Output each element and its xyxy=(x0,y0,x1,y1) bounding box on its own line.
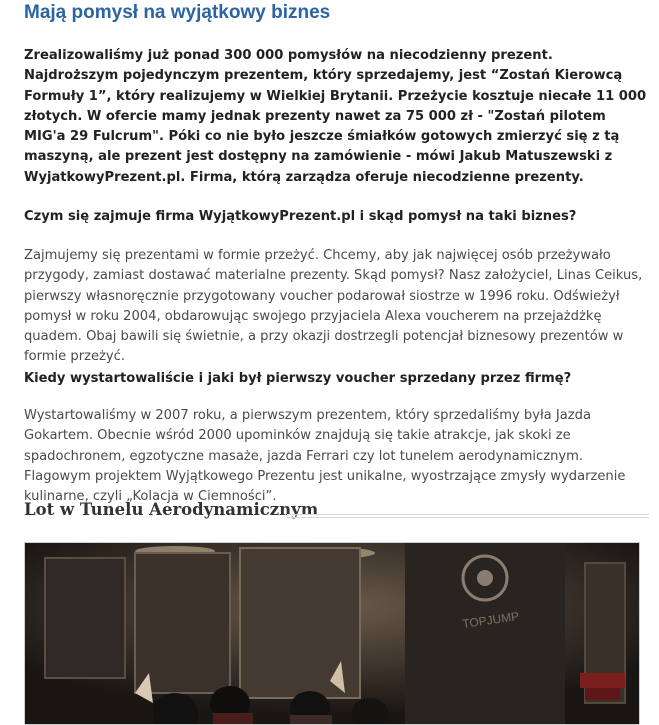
interview-answer-1: Zajmujemy się prezentami w formie przeżyć. Chcemy, aby jak najwięcej osób przeżywało przygody, zamiast dostawać materialne prezenty. Skąd pomysł? Nasz założyciel, Linas Ceikus, pierwszy własnoręcznie przygotowany voucher podarował siostrze w 1996 roku. Odświeżył pomysł w roku 2004, obdarowując swojego przyjaciela Alexa voucherem na przejażdżkę quadem. Obaj bawili się świetnie, a przy okazji dostrzegli potencjał biznesowy prezentów w formie przeżyć. xyxy=(24,248,643,365)
article-lead: Zrealizowaliśmy już ponad 300 000 pomysłów na niecodzienny prezent. Najdroższym pojedynczym prezentem, który sprzedajemy, jest “Zostań Kierowcą Formuły 1”, który realizujemy w Wielkiej Brytanii. Przeżycie kosztuje niecałe 11 000 złotych. W ofercie mamy jednak prezenty nawet za 75 000 zł - "Zostań pilotem MIG'a 29 Fulcrum". Póki co nie było jeszcze śmiałków gotowych zmierzyć się z tą maszyną, ale prezent jest dostępny na zamówienie - mówi Jakub Matuszewski z WyjatkowyPrezent.pl. Firma, którą zarządza oferuje niecodzienne prezenty. xyxy=(24,48,647,185)
section-divider xyxy=(287,514,649,518)
section-heading: Lot w Tunelu Aerodynamicznym xyxy=(24,500,319,519)
svg-text:TOPJUMP: TOPJUMP xyxy=(461,609,520,631)
wind-tunnel-photo[interactable] xyxy=(24,542,640,725)
photo-image xyxy=(25,543,639,724)
interview-answer-2: Wystartowaliśmy w 2007 roku, a pierwszym prezentem, który sprzedaliśmy była Jazda Gokartem. Obecnie wśród 2000 upominków znajdują się takie atrakcje, jak skoki ze spadochronem, egzotyczne masaże, jazda Ferrari czy lot tunelem aerodynamicznym. Flagowym projektem Wyjątkowego Prezentu jest unikalne, wyostrzające zmysły wydarzenie kulinarne, czyli „Kolacja w Ciemności”. xyxy=(24,408,626,505)
interview-question-1: Czym się zajmuje firma WyjątkowyPrezent.pl i skąd pomysł na taki biznes? xyxy=(24,209,577,224)
article-title: Mają pomysł na wyjątkowy biznes xyxy=(24,2,331,23)
interview-question-2: Kiedy wystartowaliście i jaki był pierwszy voucher sprzedany przez firmę? xyxy=(24,371,572,386)
